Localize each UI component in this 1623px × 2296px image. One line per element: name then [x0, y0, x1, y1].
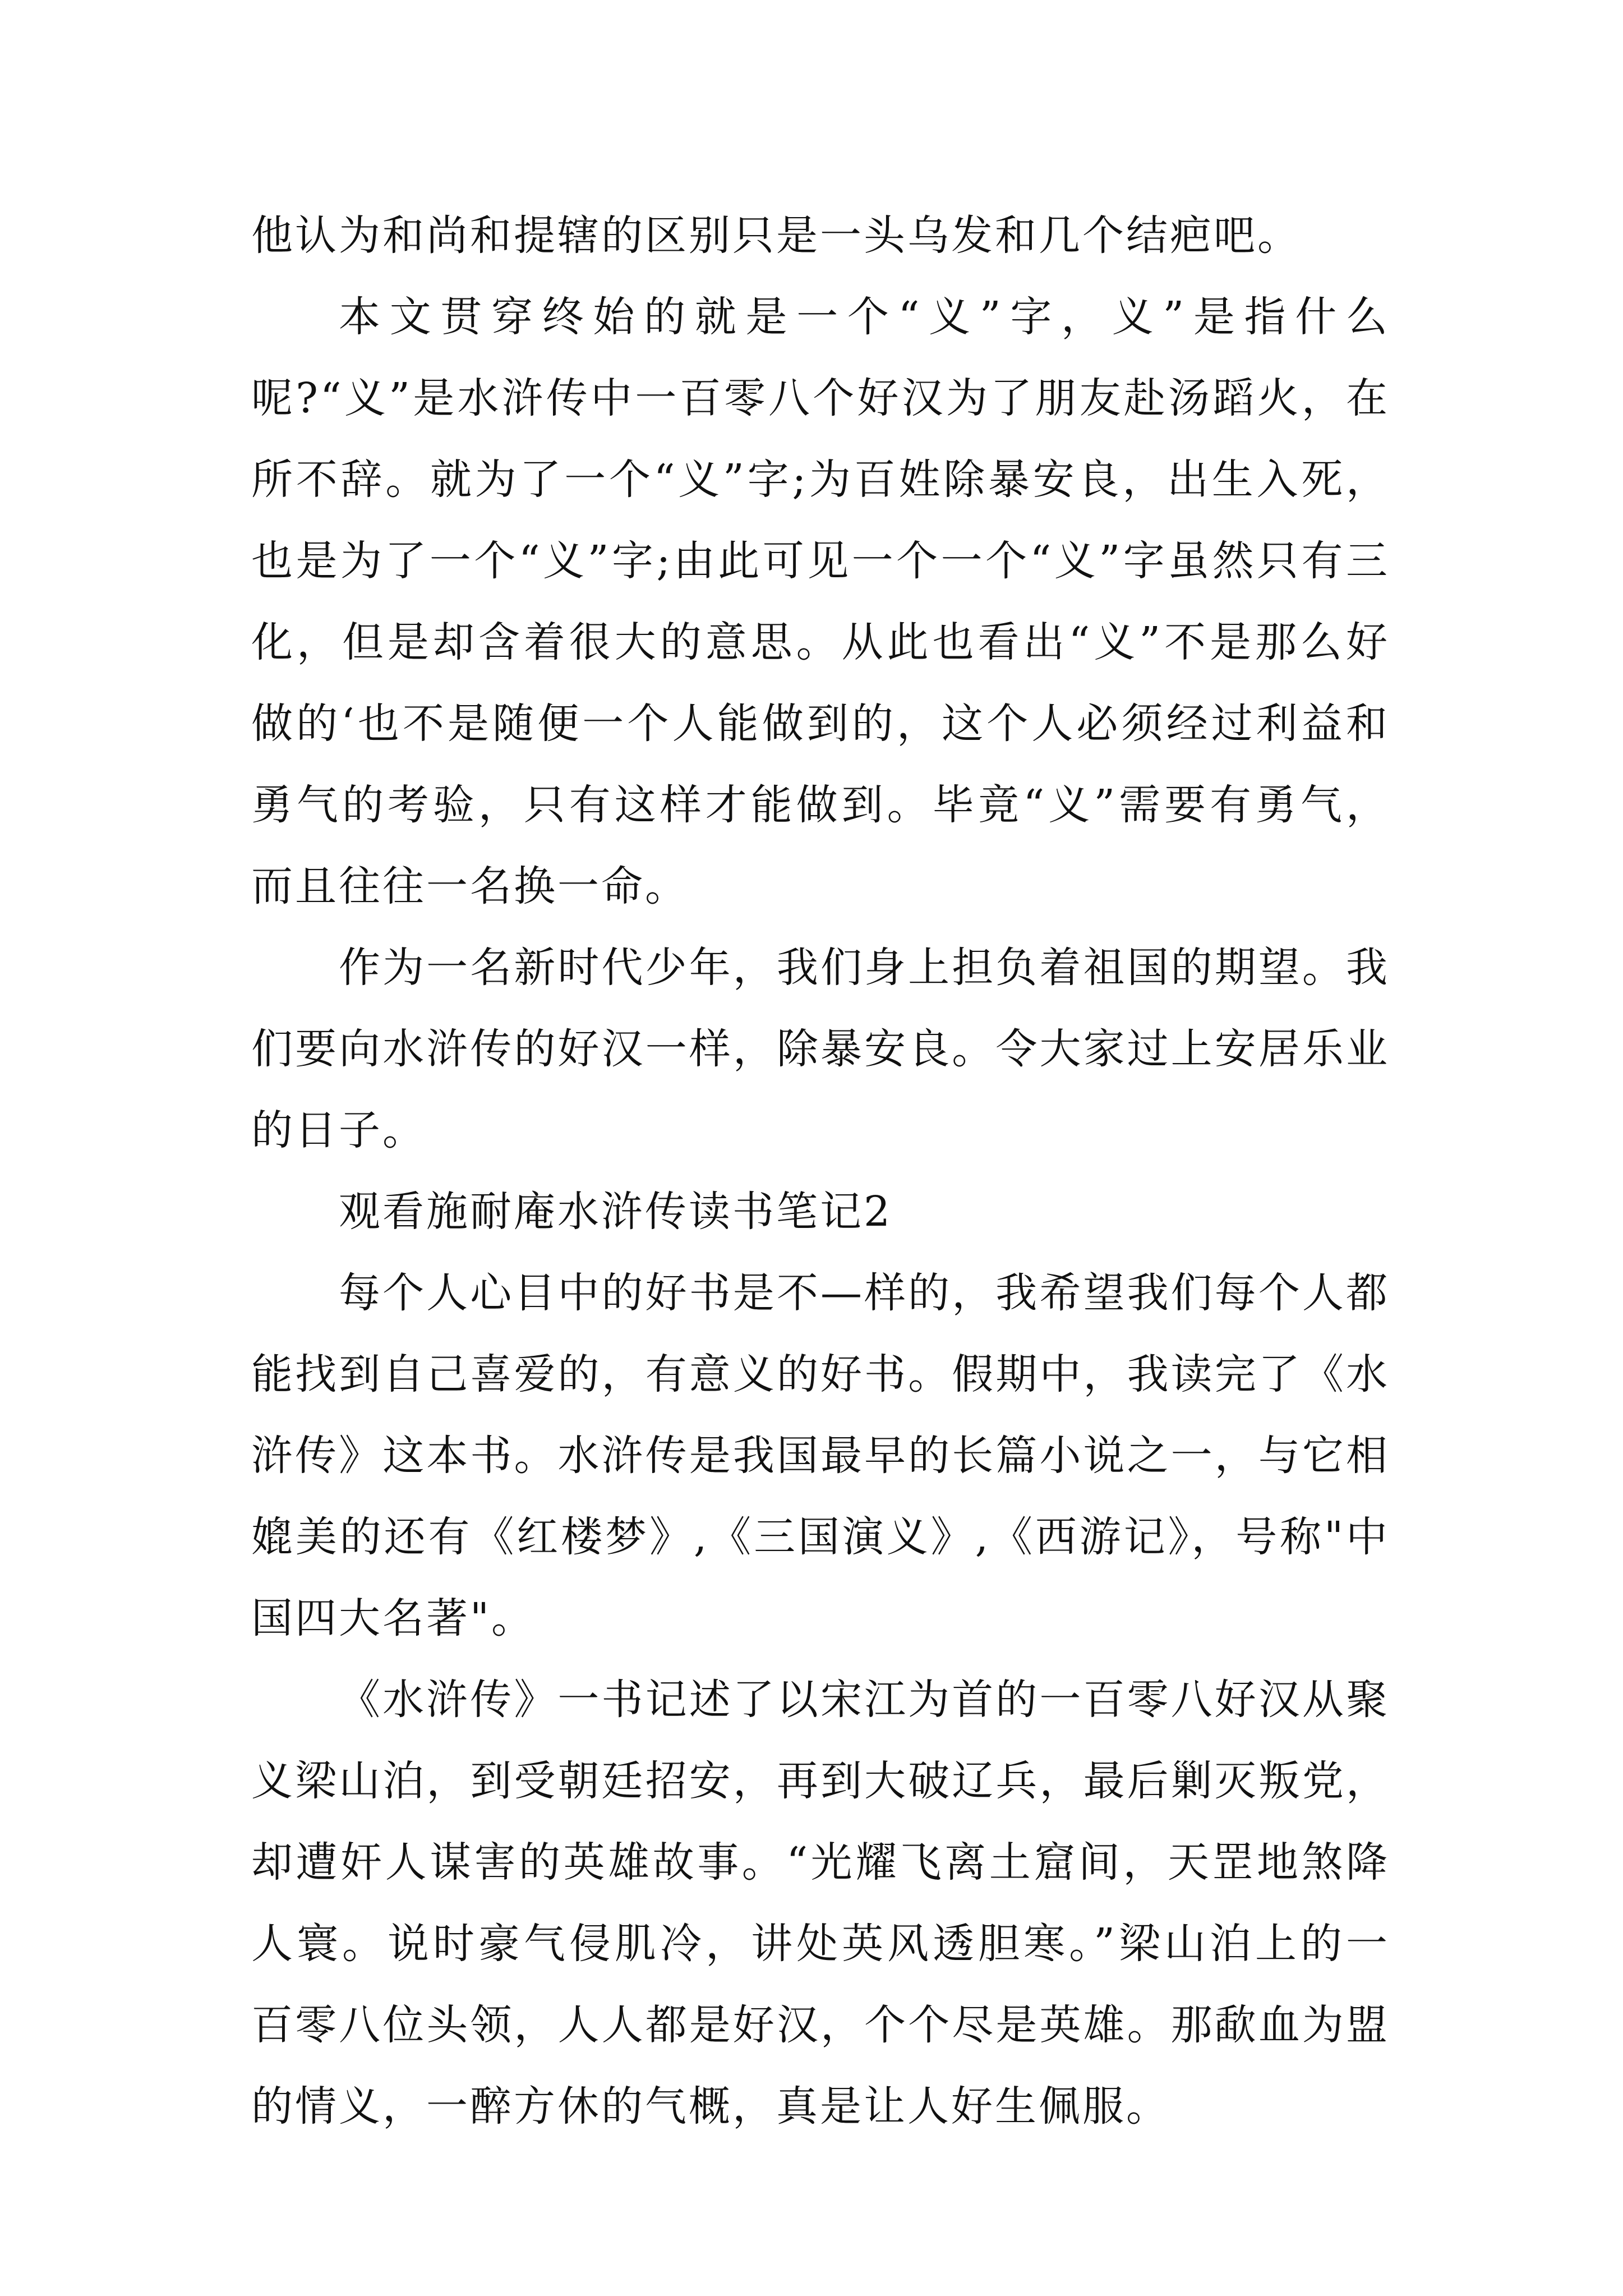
paragraph-heroes-story: 《水浒传》一书记述了以宋江为首的一百零八好汉从聚义梁山泊，到受朝廷招安，再到大破辽兵，最后剿灭叛党，却遭奸人谋害的英雄故事。“光耀飞离土窟间，天罡地煞降人寰。说时豪气侵肌冷，讲处英风透胆寒。”梁山泊上的一百零八位头领，人人都是好汉，个个尽是英雄。那歃血为盟的情义，一醉方休的气概，真是让人好生佩服。 — [251, 1676, 1390, 2131]
paragraph-new-era-youth: 作为一名新时代少年，我们身上担负着祖国的期望。我们要向水浒传的好汉一样，除暴安良。令大家过上安居乐业的日子。 — [251, 944, 1390, 1154]
document-body — [251, 195, 1390, 2147]
paragraph-good-books: 每个人心目中的好书是不—样的，我希望我们每个人都能找到自己喜爱的，有意义的好书。假期中，我读完了《水浒传》这本书。水浒传是我国最早的长篇小说之一，与它相媲美的还有《红楼梦》,《三国演义》,《西游记》，号称"中国四大名著"。 — [251, 1269, 1390, 1642]
section-heading: 观看施耐庵水浒传读书笔记2 — [339, 1188, 893, 1236]
paragraph-continuation: 他认为和尚和提辖的区别只是一头乌发和几个结疤吧。 — [251, 211, 1301, 260]
paragraph-yi-meaning: 本文贯穿终始的就是一个“义”字，义”是指什么呢?“义”是水浒传中一百零八个好汉为了朋友赴汤蹈火，在所不辞。就为了一个“义”字;为百姓除暴安良，出生入死，也是为了一个“义”字;由此可见一个一个“义”字虽然只有三化，但是却含着很大的意思。从此也看出“义”不是那么好做的‘也不是随便一个人能做到的，这个人必须经过利益和勇气的考验，只有这样才能做到。毕竟“义”需要有勇气，而且往往一名换一命。 — [251, 293, 1390, 910]
